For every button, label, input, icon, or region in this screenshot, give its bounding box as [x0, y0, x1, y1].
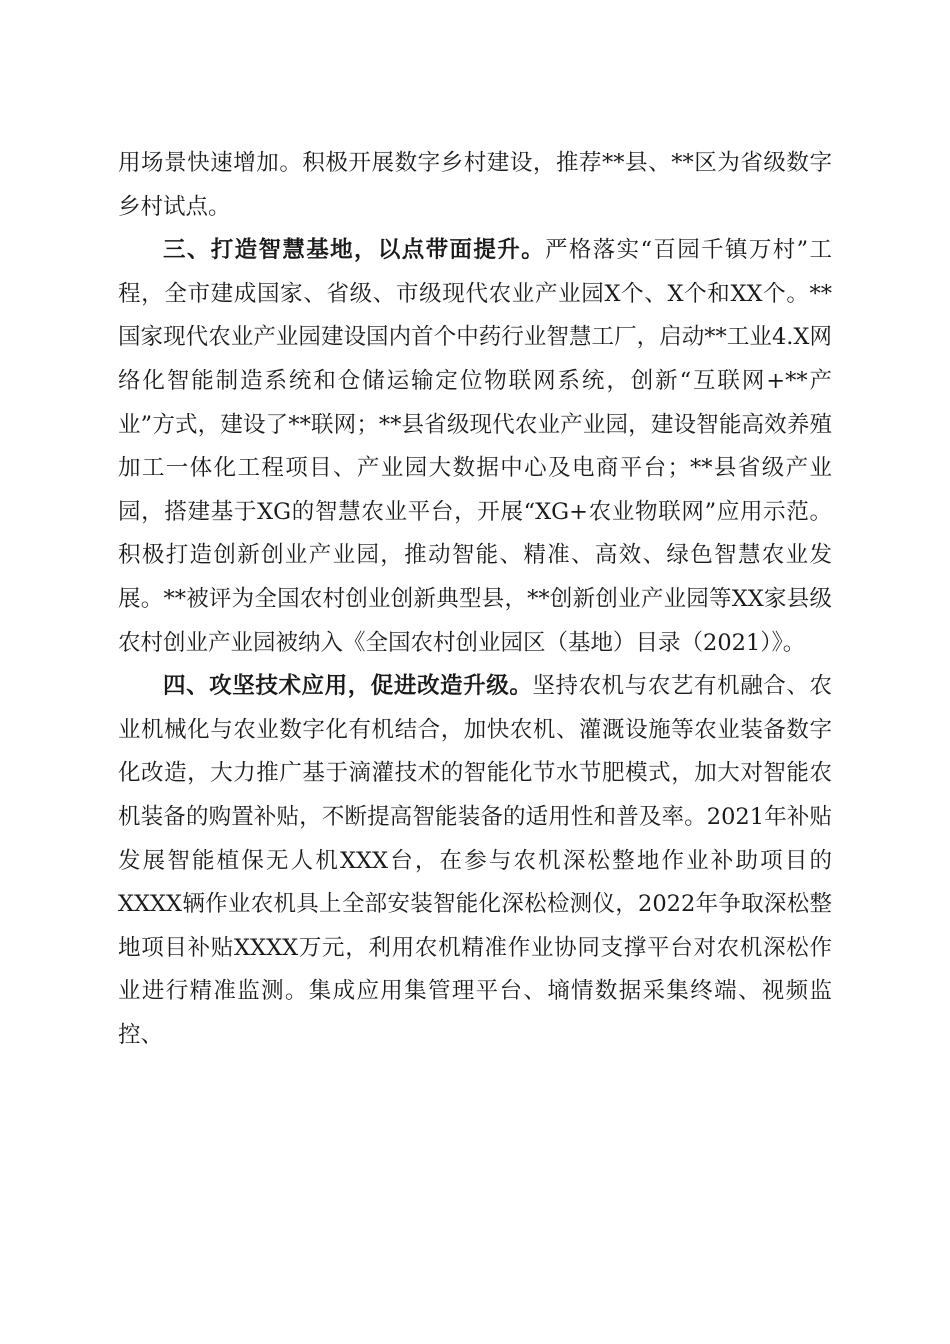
paragraph-section-four	[118, 665, 832, 1057]
paragraph-body: 严格落实“百园千镇万村”工程，全市建成国家、省级、市级现代农业产业园X个、X个和XX个。**国家现代农业产业园建设国内首个中药行业智慧工厂，启动**工业4.X网络化智能制造系统和仓储运输定位物联网系统，创新“互联网+**产业”方式，建设了**联网；**县省级现代农业产业园，建设智能高效养殖加工一体化工程项目、产业园大数据中心及电商平台；**县省级产业园，搭建基于XG的智慧农业平台，开展“XG+农业物联网”应用示范。积极打造创新创业产业园，推动智能、精准、高效、绿色智慧农业发展。**被评为全国农村创业创新典型县，**创新创业产业园等XX家县级农村创业产业园被纳入《全国农村创业园区（基地）目录（2021）》。	[118, 237, 832, 656]
paragraph-continuation	[118, 142, 832, 229]
paragraph-section-three	[118, 229, 832, 665]
section-heading: 三、打造智慧基地，以点带面提升。	[163, 237, 545, 264]
document-page	[118, 142, 832, 1057]
paragraph-body: 坚持农机与农艺有机融合、农业机械化与农业数字化有机结合，加快农机、灌溉设施等农业装备数字化改造，大力推广基于滴灌技术的智能化节水节肥模式，加大对智能农机装备的购置补贴，不断提高智能装备的适用性和普及率。2021年补贴发展智能植保无人机XXX台，在参与农机深松整地作业补助项目的XXXX辆作业农机具上全部安装智能化深松检测仪，2022年争取深松整地项目补贴XXXX万元，利用农机精准作业协同支撑平台对农机深松作业进行精准监测。集成应用集管理平台、墒情数据采集终端、视频监控、	[118, 673, 832, 1048]
section-heading: 四、攻坚技术应用，促进改造升级。	[163, 673, 533, 700]
paragraph-body: 用场景快速增加。积极开展数字乡村建设，推荐**县、**区为省级数字乡村试点。	[118, 150, 832, 220]
